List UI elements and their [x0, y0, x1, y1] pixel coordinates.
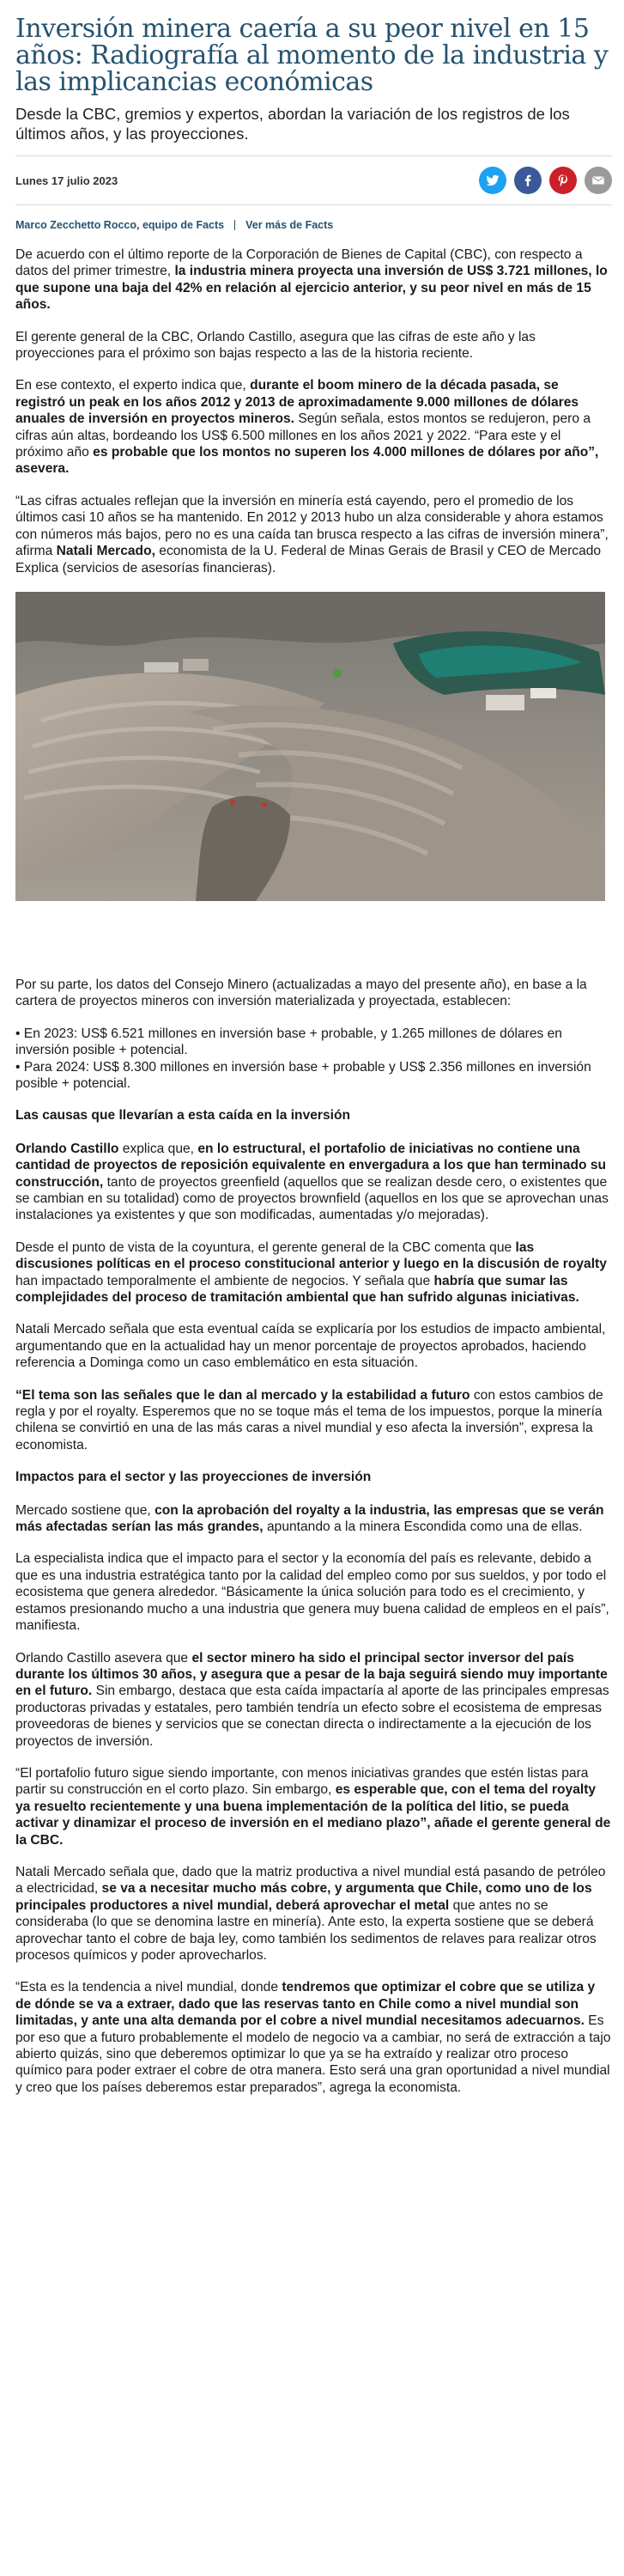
text-run: De acuerdo con el último reporte de la Corporación de Bienes de Capital (CBC), con respecto a datos del primer trimestre, — [15, 247, 583, 279]
text-run: Natali Mercado señala que, dado que la matriz productiva a nivel mundial está pasando de petróleo a electricidad, — [15, 1864, 606, 1897]
paragraph — [15, 377, 612, 477]
text-run: “El tema son las señales que le dan al mercado y la estabilidad a futuro — [15, 1387, 470, 1403]
text-run: explica que, — [118, 1141, 198, 1156]
more-from-author-link[interactable]: Ver más de Facts — [245, 219, 334, 231]
text-run: La especialista indica que el impacto para el sector y la economía del país es relevante, debido a que es una industria estratégica tanto por la calidad del empleo como por sus sueldos, y por todo el ecosistema que genera alrededor. “Básicamente la única solución para todo es el crecimiento, y estamos presionando mucho a una industria que genera muy buena calidad de empleos en el país”, manifiesta. — [15, 1551, 609, 1634]
text-run: En ese contexto, el experto indica que, — [15, 378, 251, 393]
facebook-icon — [520, 173, 536, 188]
text-run: tendremos que optimizar el cobre que se utiliza y de dónde se va a extraer, dado que las reservas tanto en Chile como a nivel mundial son limitadas, y ante una alta demanda por el cobre a nivel mundial necesitamos adecuarnos. — [15, 1980, 596, 2029]
text-run: Desde el punto de vista de la coyuntura, el gerente general de la CBC comenta que — [15, 1239, 516, 1255]
text-run: se va a necesitar mucho más cobre, y argumenta que Chile, como uno de los principales productores a nivel mundial, deberá aprovechar el metal — [15, 1881, 592, 1913]
paragraph — [15, 977, 612, 1010]
meta-row — [15, 156, 612, 204]
byline — [15, 219, 612, 231]
share-email-button[interactable] — [585, 167, 612, 194]
text-run: Orlando Castillo asevera que — [15, 1650, 192, 1666]
text-run: tanto de proyectos greenfield (aquellos que se realizan desde cero, o existentes que se cambian en su totalidad) como de proyectos brownfield (aquellos en los que se aprovechan unas instalaciones ya existentes y que son modificadas, aumentadas y/o mejoradas). — [15, 1174, 609, 1223]
open-pit-mine-image — [15, 592, 605, 901]
article-content — [0, 15, 624, 2096]
share-twitter-button[interactable] — [479, 167, 506, 194]
paragraph — [15, 1650, 612, 1750]
paragraph — [15, 1979, 612, 2096]
paragraph — [15, 493, 612, 576]
article-title: Inversión minera caería a su peor nivel en 15 años: Radiografía al momento de la industria y las implicancias económicas — [15, 14, 609, 97]
text-run: “Las cifras actuales reflejan que la inversión en minería está cayendo, pero el promedio de los últimos casi 10 años se ha mantenido. En 2012 y 2013 hubo un alza considerable y ahora estamos con números más bajos, pero no es una caída tan brusca respecto a las cifras de inversión minera”, afirma — [15, 493, 609, 559]
text-run: habría que sumar las complejidades del proceso de tramitación ambiental que han sufrido algunas iniciativas. — [15, 1273, 579, 1305]
section-heading — [15, 1107, 612, 1124]
share-facebook-button[interactable] — [514, 167, 542, 194]
text-run: apuntando a la minera Escondida como una de ellas. — [263, 1519, 583, 1535]
text-run: • Para 2024: US$ 8.300 millones en inversión base + probable y US$ 2.356 millones en inversión posible + potencial. — [15, 1059, 591, 1091]
text-run: que antes no se consideraba (lo que se denomina lastre en minería). Ante esto, la experta sostiene que se deberá aprovechar tanto el cobre de baja ley, como también los sedimentos de relaves para realizar otros procesos químicos y poder aprovecharlos. — [15, 1897, 597, 1963]
author-link[interactable]: Marco Zecchetto Rocco, equipo de Facts — [15, 219, 225, 231]
byline-separator — [234, 220, 235, 230]
text-run: Natali Mercado, — [56, 544, 155, 559]
share-pinterest-button[interactable] — [549, 167, 577, 194]
text-run: economista de la U. Federal de Minas Gerais de Brasil y CEO de Mercado Explica (servicios de asesorías financieras). — [15, 544, 602, 575]
text-run: Natali Mercado señala que esta eventual caída se explicaría por los estudios de impacto ambiental, argumentando que en la actualidad hay un menor porcentaje de proyectos aprobados, haciendo referencia a Dominga como un caso emblemático en esta situación. — [15, 1322, 606, 1371]
text-run: con estos cambios de regla y por el royalty. Esperemos que no se toque más el tema de los impuestos, porque la minería chilena se convirtió en una de las más caras a nivel mundial y eso afecta la inversión”, expresa la economista. — [15, 1387, 603, 1452]
text-run: durante el boom minero de la década pasada, se registró un peak en los años 2012 y 2013 de aproximadamente 9.000 millones de dólares anuales de inversión en proyectos mineros. — [15, 378, 579, 427]
text-run: Mercado sostiene que, — [15, 1502, 155, 1518]
text-run: Según señala, estos montos se redujeron, pero a cifras aún altas, bordeando los US$ 6.500 millones en los años 2021 y 2022. “Para este y el próximo año — [15, 411, 591, 460]
text-run: • En 2023: US$ 6.521 millones en inversión base + probable, y 1.265 millones de dólares en inversión posible + potencial. — [15, 1026, 562, 1058]
paragraph — [15, 1864, 612, 1964]
text-run: es probable que los montos no superen los 4.000 millones de dólares por año”, asevera. — [15, 445, 599, 477]
pinterest-icon — [555, 173, 571, 188]
paragraph — [15, 1387, 612, 1454]
paragraph — [15, 1550, 612, 1634]
text-run: El gerente general de la CBC, Orlando Castillo, asegura que las cifras de este año y las proyecciones para el próximo son bajas respecto a las de la historia reciente. — [15, 329, 536, 362]
text-run: en lo estructural, el portafolio de iniciativas no contiene una cantidad de proyectos de reposición equivalente en envergadura a los que han terminado su construcción, — [15, 1141, 607, 1190]
bullet-item — [15, 1059, 612, 1093]
text-run: Las causas que llevarían a esta caída en la inversión — [15, 1108, 351, 1124]
section-heading — [15, 1469, 612, 1485]
text-run: las discusiones políticas en el proceso constitucional anterior y luego en la discusión de royalty — [15, 1239, 607, 1272]
paragraph — [15, 1502, 612, 1536]
article-body — [15, 247, 612, 2096]
text-run: han impactado temporalmente el ambiente de negocios. Y señala que — [15, 1273, 434, 1288]
share-buttons — [479, 167, 612, 194]
bullet-item — [15, 1026, 612, 1059]
text-run: Orlando Castillo — [15, 1141, 119, 1156]
text-run: Es por eso que a futuro probablemente el modelo de negocio va a cambiar, no será de extracción a tajo abierto quizás, sino que deberemos optimizar lo que ya se ha extraído y realizar otro proceso químico para poder extraer el cobre de otra manera. Esto será una gran oportunidad a nivel mundial y creo que los países deberemos estar preparados”, agrega la economista. — [15, 2013, 611, 2095]
text-run: el sector minero ha sido el principal sector inversor del país durante los últimos 30 años, y asegura que a pesar de la baja seguirá siendo muy importante en el futuro. — [15, 1650, 608, 1699]
divider — [15, 204, 612, 205]
twitter-icon — [485, 173, 500, 188]
paragraph — [15, 1321, 612, 1371]
paragraph — [15, 1141, 612, 1224]
paragraph — [15, 329, 612, 362]
text-run: Impactos para el sector y las proyecciones de inversión — [15, 1470, 372, 1485]
text-run: es esperable que, con el tema del royalty ya resuelto recientemente y una buena implementación de la política del litio, se pueda activar y dinamizar el proceso de inversión en el mediano plazo”, añade el gerente general de la CBC. — [15, 1782, 611, 1848]
text-run: la industria minera proyecta una inversión de US$ 3.721 millones, lo que supone una baja del 42% en relación al ejercicio anterior, y su peor nivel en más de 15 años. — [15, 264, 608, 313]
text-run: con la aprobación del royalty a la industria, las empresas que se verán más afectadas serían las más grandes, — [15, 1502, 604, 1535]
text-run: “El portafolio futuro sigue siendo importante, con menos iniciativas grandes que estén listas para partir su construcción en el corto plazo. Sin embargo, — [15, 1765, 589, 1798]
email-icon — [591, 173, 606, 188]
text-run: “Esta es la tendencia a nivel mundial, donde — [15, 1980, 282, 1995]
article-subtitle: Desde la CBC, gremios y expertos, abordan la variación de los registros de los últimos años, y las proyecciones. — [15, 105, 570, 143]
text-run: Sin embargo, destaca que esta caída impactaría al aporte de las principales empresas productoras privadas y estatales, pero también tendría un efecto sobre el ecosistema de empresas proveedoras de bienes y servicios que se conectan directa o indirectamente a la ejecución de los proyectos de inversión. — [15, 1684, 609, 1749]
mine-photo — [15, 592, 605, 901]
publish-date: Lunes 17 julio 2023 — [15, 174, 118, 187]
text-run: Por su parte, los datos del Consejo Minero (actualizadas a mayo del presente año), en base a la cartera de proyectos mineros con inversión materializada y proyectada, establecen: — [15, 977, 587, 1009]
paragraph — [15, 1239, 612, 1306]
paragraph — [15, 247, 612, 314]
paragraph — [15, 1765, 612, 1848]
